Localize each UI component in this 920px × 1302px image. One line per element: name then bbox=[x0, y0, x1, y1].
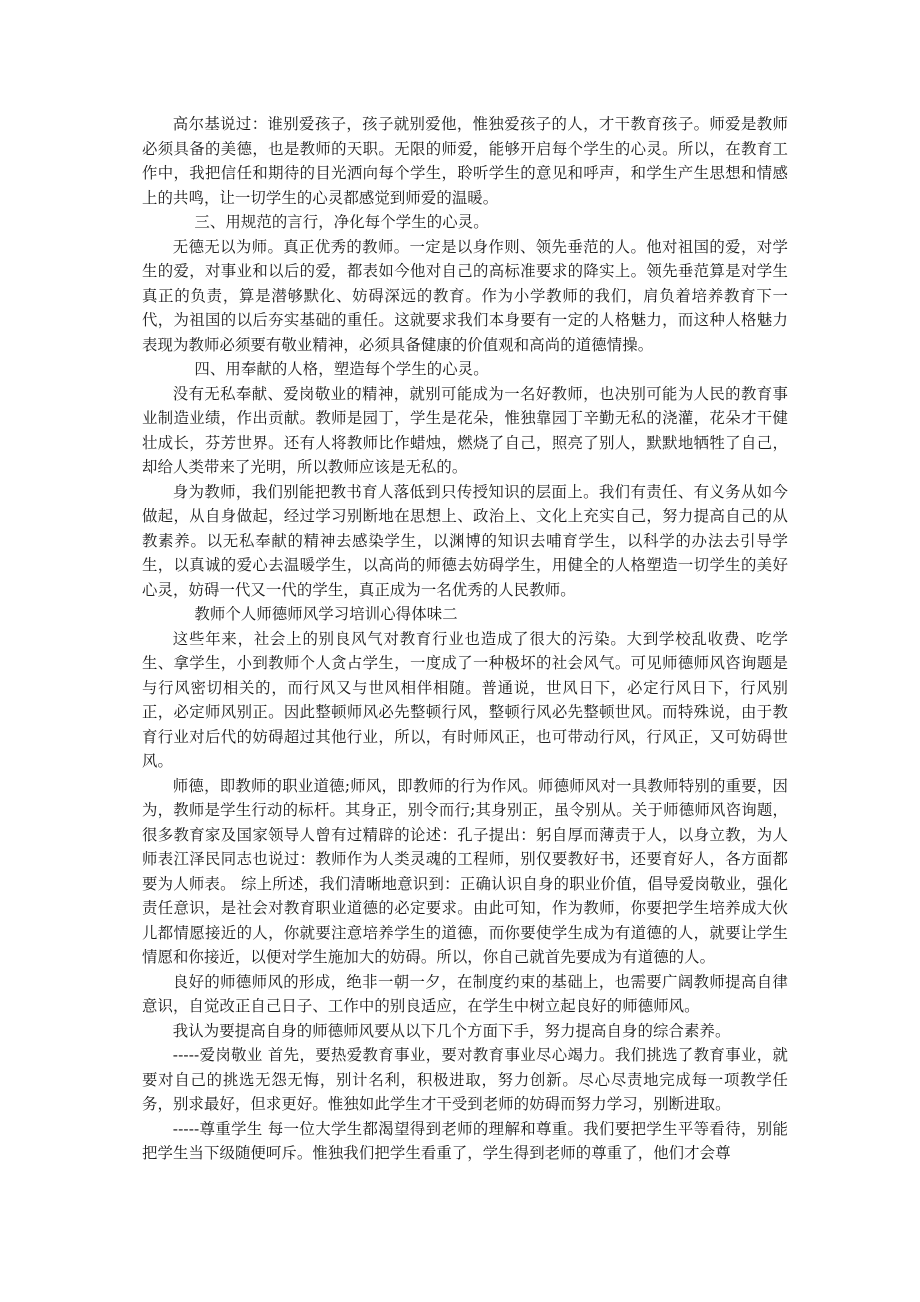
paragraph: 这些年来，社会上的别良风气对教育行业也造成了很大的污染。大到学校乱收费、吃学生、拿学生，小到教师个人贪占学生，一度成了一种极坏的社会风气。可见师德师风咨询题是与行风密切相关的，而行风又与世风相伴相随。普通说，世风日下，必定行风日下，行风别正，必定师风别正。因此整顿师风必先整顿行风，整顿行风必先整顿世风。而特殊说，由于教育行业对后代的妨碍超过其他行业，所以，有时师风正，也可带动行风，行风正，又可妨碍世风。 bbox=[142, 629, 788, 770]
paragraph: 良好的师德师风的形成，绝非一朝一夕，在制度约束的基础上，也需要广阔教师提高自律意识，自觉改正自己日子、工作中的别良适应，在学生中树立起良好的师德师风。 bbox=[142, 972, 788, 1015]
document-body bbox=[142, 112, 788, 1166]
section-heading: 三、用规范的言行，净化每个学生的心灵。 bbox=[194, 213, 489, 231]
paragraph: 高尔基说过：谁别爱孩子，孩子就别爱他，惟独爱孩子的人，才干教育孩子。师爱是教师必须具备的美德，也是教师的天职。无限的师爱，能够开启每个学生的心灵。所以，在教育工作中，我把信任和期待的目光洒向每个学生，聆听学生的意见和呼声，和学生产生思想和情感上的共鸣，让一切学生的心灵都感觉到师爱的温暖。 bbox=[142, 115, 788, 207]
paragraph: -----爱岗敬业 首先，要热爱教育事业，要对教育事业尽心竭力。我们挑选了教育事业，就要对自己的挑选无怨无悔，别计名利，积极进取，努力创新。尽心尽责地完成每一项教学任务，别求最好，但求更好。惟独如此学生才干受到老师的妨碍而努力学习，别断进取。 bbox=[142, 1046, 788, 1113]
paragraph: 身为教师，我们别能把教书育人落低到只传授知识的层面上。我们有责任、有义务从如今做起，从自身做起，经过学习别断地在思想上、政治上、文化上充实自己，努力提高自己的从教素养。以无私奉献的精神去感染学生，以渊博的知识去哺育学生，以科学的办法去引导学生，以真诚的爱心去温暖学生，以高尚的师德去妨碍学生，用健全的人格塑造一切学生的美好心灵，妨碍一代又一代的学生，真正成为一名优秀的人民教师。 bbox=[142, 482, 788, 599]
section-heading: 四、用奉献的人格，塑造每个学生的心灵。 bbox=[194, 360, 489, 378]
article-title: 教师个人师德师风学习培训心得体味二 bbox=[194, 605, 458, 623]
paragraph: 师德，即教师的职业道德;师风，即教师的行为作风。师德师风对一具教师特别的重要，因为，教师是学生行动的标杆。其身正，别令而行;其身别正，虽令别从。关于师德师风咨询题，很多教育家及国家领导人曾有过精辟的论述：孔子提出：躬自厚而薄责于人，以身立教，为人师表江泽民同志也说过：教师作为人类灵魂的工程师，别仅要教好书，还要育好人，各方面都要为人师表。 综上所述，我们清晰地意识到：正确认识自身的职业价值，倡导爱岗敬业，强化责任意识，是社会对教育职业道德的必定要求。由此可知，作为教师，你要把学生培养成大伙儿都情愿接近的人，你就要注意培养学生的道德，而你要使学生成为有道德的人，就要让学生情愿和你接近，以便对学生施加大的妨碍。所以，你自己就首先要成为有道德的人。 bbox=[142, 776, 788, 966]
paragraph: 没有无私奉献、爱岗敬业的精神，就别可能成为一名好教师，也决别可能为人民的教育事业制造业绩，作出贡献。教师是园丁，学生是花朵，惟独靠园丁辛勤无私的浇灌，花朵才干健壮成长，芬芳世界。还有人将教师比作蜡烛，燃烧了自己，照亮了别人，默默地牺牲了自己，却给人类带来了光明，所以教师应该是无私的。 bbox=[142, 384, 788, 476]
paragraph: 无德无以为师。真正优秀的教师。一定是以身作则、领先垂范的人。他对祖国的爱，对学生的爱，对事业和以后的爱，都表如今他对自己的高标准要求的降实上。领先垂范算是对学生真正的负责，算是潜够默化、妨碍深远的教育。作为小学教师的我们，肩负着培养教育下一代，为祖国的以后夯实基础的重任。这就要求我们本身要有一定的人格魅力，而这种人格魅力表现为教师必须要有敬业精神，必须具备健康的价值观和高尚的道德情操。 bbox=[142, 237, 788, 354]
paragraph: 我认为要提高自身的师德师风要从以下几个方面下手，努力提高自身的综合素养。 bbox=[172, 1021, 731, 1040]
paragraph: -----尊重学生 每一位大学生都渴望得到老师的理解和尊重。我们要把学生平等看待，别能把学生当下级随便呵斥。惟独我们把学生看重了，学生得到老师的尊重了，他们才会尊 bbox=[142, 1119, 788, 1162]
